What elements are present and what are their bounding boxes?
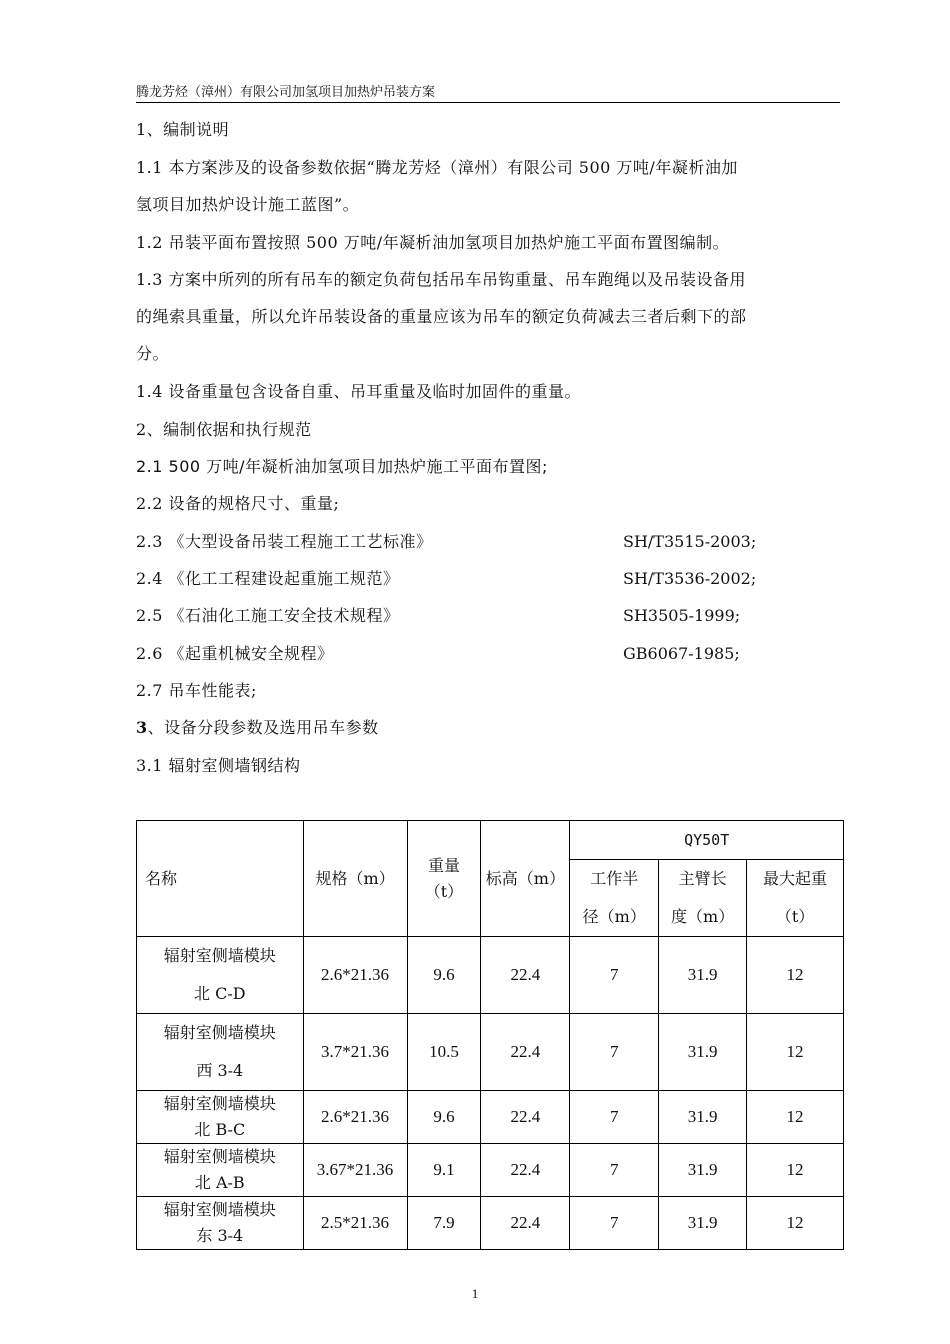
cell-name-b: 西 3-4 — [196, 1061, 244, 1080]
cell-boom: 31.9 — [659, 1091, 747, 1144]
section-3-number: 3 — [136, 718, 148, 737]
table-row — [137, 1014, 844, 1091]
cell-name-a: 辐射室侧墙模块 — [163, 1200, 276, 1219]
cell-spec: 3.67*21.36 — [303, 1144, 407, 1197]
item-2-7: 2.7 吊车性能表; — [136, 681, 257, 700]
item-2-4-code: SH/T3536-2002; — [623, 569, 757, 588]
cell-name — [137, 1197, 304, 1250]
table-row — [137, 1091, 844, 1144]
cell-name — [137, 1014, 304, 1091]
cell-name — [137, 937, 304, 1014]
cell-boom: 31.9 — [659, 1144, 747, 1197]
cell-elevation: 22.4 — [481, 1144, 570, 1197]
item-2-5: 2.5 《石油化工施工安全技术规程》 — [136, 606, 400, 625]
cell-name — [137, 1144, 304, 1197]
header-crane: QY50T — [570, 821, 844, 860]
cell-boom: 31.9 — [659, 1197, 747, 1250]
paragraph-1-3-line-1: 1.3 方案中所列的所有吊车的额定负荷包括吊车吊钩重量、吊车跑绳以及吊装设备用 — [136, 270, 747, 289]
header-weight-a: 重量 — [427, 855, 460, 875]
section-3-heading — [136, 718, 379, 738]
item-2-1: 2.1 500 万吨/年凝析油加氢项目加热炉施工平面布置图; — [136, 457, 548, 476]
cell-boom: 31.9 — [659, 1014, 747, 1091]
cell-name-b: 北 B-C — [194, 1120, 246, 1139]
header-maxload — [747, 860, 844, 937]
cell-radius: 7 — [570, 1144, 659, 1197]
cell-name-a: 辐射室侧墙模块 — [163, 946, 276, 965]
header-maxload-b: （t） — [775, 907, 815, 926]
paragraph-1-3-line-3: 分。 — [136, 344, 170, 363]
table-row — [137, 1197, 844, 1250]
cell-name-a: 辐射室侧墙模块 — [163, 1023, 276, 1042]
header-weight — [407, 821, 481, 937]
item-2-2: 2.2 设备的规格尺寸、重量; — [136, 494, 340, 513]
cell-weight: 10.5 — [407, 1014, 481, 1091]
header-boom-b: 度（m） — [671, 907, 735, 926]
cell-name-b: 北 A-B — [194, 1173, 245, 1192]
cell-weight: 7.9 — [407, 1197, 481, 1250]
page-number: 1 — [471, 1286, 479, 1301]
section-3-title: 、设备分段参数及选用吊车参数 — [147, 718, 379, 737]
cell-maxload: 12 — [747, 937, 844, 1014]
cell-weight: 9.6 — [407, 937, 481, 1014]
paragraph-1-3-line-2: 的绳索具重量，所以允许吊装设备的重量应该为吊车的额定负荷减去三者后剩下的部 — [136, 307, 747, 326]
cell-name-a: 辐射室侧墙模块 — [163, 1094, 276, 1113]
paragraph-1-1-line-1: 1.1 本方案涉及的设备参数依据“腾龙芳烃（漳州）有限公司 500 万吨/年凝析油加 — [136, 158, 738, 177]
cell-spec: 3.7*21.36 — [303, 1014, 407, 1091]
paragraph-1-2: 1.2 吊装平面布置按照 500 万吨/年凝析油加氢项目加热炉施工平面布置图编制。 — [136, 233, 730, 252]
cell-name — [137, 1091, 304, 1144]
header-radius-b: 径（m） — [582, 907, 646, 926]
cell-name-a: 辐射室侧墙模块 — [163, 1147, 276, 1166]
header-maxload-a: 最大起重 — [763, 869, 828, 888]
header-radius-a: 工作半 — [590, 869, 639, 888]
item-2-3: 2.3 《大型设备吊装工程施工工艺标准》 — [136, 532, 433, 551]
header-weight-b: （t） — [424, 881, 464, 901]
cell-spec: 2.6*21.36 — [303, 937, 407, 1014]
equipment-table — [136, 820, 844, 1250]
cell-maxload: 12 — [747, 1014, 844, 1091]
cell-spec: 2.5*21.36 — [303, 1197, 407, 1250]
header-elevation: 标高（m） — [481, 821, 570, 937]
cell-elevation: 22.4 — [481, 1091, 570, 1144]
page-header: 腾龙芳烃（漳州）有限公司加氢项目加热炉吊装方案 — [136, 84, 840, 103]
section-1-heading: 1、编制说明 — [136, 120, 230, 139]
item-2-6-code: GB6067-1985; — [623, 644, 740, 663]
cell-name-b: 东 3-4 — [196, 1226, 244, 1245]
cell-radius: 7 — [570, 1197, 659, 1250]
cell-maxload: 12 — [747, 1144, 844, 1197]
header-radius — [570, 860, 659, 937]
paragraph-1-1-line-2: 氢项目加热炉设计施工蓝图”。 — [136, 195, 360, 214]
cell-elevation: 22.4 — [481, 1014, 570, 1091]
item-2-6: 2.6 《起重机械安全规程》 — [136, 644, 334, 663]
header-boom-a: 主臂长 — [678, 869, 727, 888]
cell-boom: 31.9 — [659, 937, 747, 1014]
cell-maxload: 12 — [747, 1091, 844, 1144]
cell-radius: 7 — [570, 1091, 659, 1144]
cell-radius: 7 — [570, 1014, 659, 1091]
paragraph-1-4: 1.4 设备重量包含设备自重、吊耳重量及临时加固件的重量。 — [136, 382, 582, 401]
section-2-heading: 2、编制依据和执行规范 — [136, 420, 312, 439]
cell-maxload: 12 — [747, 1197, 844, 1250]
cell-weight: 9.1 — [407, 1144, 481, 1197]
cell-radius: 7 — [570, 937, 659, 1014]
item-2-5-code: SH3505-1999; — [623, 606, 741, 625]
item-2-4: 2.4 《化工工程建设起重施工规范》 — [136, 569, 400, 588]
table-row — [137, 937, 844, 1014]
header-spec: 规格（m） — [303, 821, 407, 937]
cell-elevation: 22.4 — [481, 1197, 570, 1250]
subsection-3-1: 3.1 辐射室侧墙钢结构 — [136, 756, 301, 775]
cell-name-b: 北 C-D — [194, 984, 246, 1003]
cell-weight: 9.6 — [407, 1091, 481, 1144]
header-name: 名称 — [137, 821, 304, 937]
cell-elevation: 22.4 — [481, 937, 570, 1014]
header-boom — [659, 860, 747, 937]
item-2-3-code: SH/T3515-2003; — [623, 532, 757, 551]
table-row — [137, 1144, 844, 1197]
cell-spec: 2.6*21.36 — [303, 1091, 407, 1144]
